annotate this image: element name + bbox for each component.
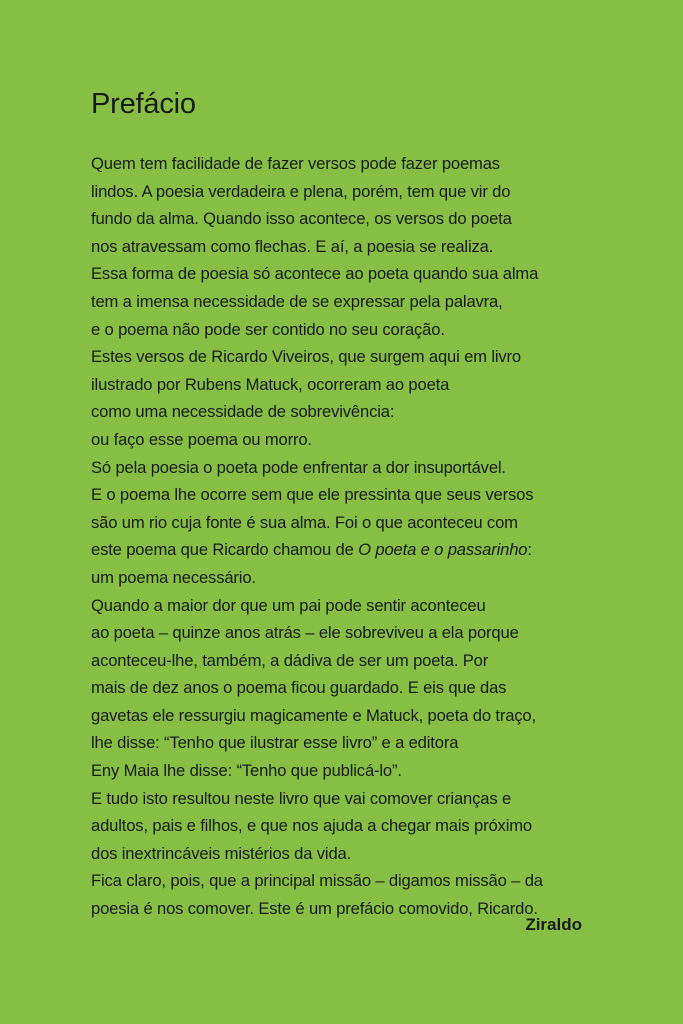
text-segment: nos atravessam como flechas. E aí, a poesia se realiza.	[91, 236, 494, 256]
text-segment: Essa forma de poesia só acontece ao poeta quando sua alma	[91, 264, 539, 284]
text-segment: Estes versos de Ricardo Viveiros, que surgem aqui em livro	[91, 347, 521, 367]
text-line	[91, 205, 583, 233]
text-segment: :	[527, 540, 532, 560]
text-line	[91, 178, 583, 206]
text-line	[91, 398, 583, 426]
text-segment: dos inextrincáveis mistérios da vida.	[91, 843, 352, 863]
text-line	[91, 812, 583, 840]
text-line	[91, 343, 583, 371]
text-line	[91, 867, 583, 895]
text-line	[91, 288, 583, 316]
text-segment: ilustrado por Rubens Matuck, ocorreram ao poeta	[91, 374, 450, 394]
text-segment: tem a imensa necessidade de se expressar pela palavra,	[91, 291, 503, 311]
text-line	[91, 316, 583, 344]
book-title-italic: O poeta e o passarinho	[358, 540, 528, 560]
text-line	[91, 647, 583, 675]
text-line	[91, 536, 583, 564]
text-line	[91, 233, 583, 261]
text-line	[91, 895, 583, 923]
text-segment: Fica claro, pois, que a principal missão – digamos missão – da	[91, 871, 543, 891]
text-line	[91, 454, 583, 482]
text-segment: Quem tem facilidade de fazer versos pode fazer poemas	[91, 154, 500, 173]
text-segment: poesia é nos comover. Este é um prefácio comovido, Ricardo.	[91, 899, 538, 919]
text-segment: como uma necessidade de sobrevivência:	[91, 402, 395, 422]
text-segment: gavetas ele ressurgiu magicamente e Matuck, poeta do traço,	[91, 705, 536, 725]
text-segment: ou faço esse poema ou morro.	[91, 429, 312, 449]
text-line	[91, 481, 583, 509]
text-segment: são um rio cuja fonte é sua alma. Foi o que aconteceu com	[91, 512, 518, 532]
preface-body	[91, 150, 583, 923]
text-line	[91, 150, 583, 178]
text-segment: mais de dez anos o poema ficou guardado. E eis que das	[91, 678, 507, 698]
text-segment: adultos, pais e filhos, e que nos ajuda a chegar mais próximo	[91, 816, 532, 836]
text-segment: este poema que Ricardo chamou de	[91, 540, 359, 560]
text-line	[91, 702, 583, 730]
text-line	[91, 426, 583, 454]
text-segment: e o poema não pode ser contido no seu coração.	[91, 319, 445, 339]
text-line	[91, 785, 583, 813]
text-line	[91, 564, 583, 592]
text-segment: um poema necessário.	[91, 567, 256, 587]
text-segment: lindos. A poesia verdadeira e plena, porém, tem que vir do	[91, 181, 511, 201]
text-line	[91, 674, 583, 702]
text-segment: ao poeta – quinze anos atrás – ele sobreviveu a ela porque	[91, 623, 519, 643]
text-segment: Eny Maia lhe disse: “Tenho que publicá-lo”.	[91, 761, 402, 781]
text-segment: E tudo isto resultou neste livro que vai comover crianças e	[91, 788, 512, 808]
text-line	[91, 509, 583, 537]
text-line	[91, 729, 583, 757]
text-segment: E o poema lhe ocorre sem que ele pressinta que seus versos	[91, 485, 534, 505]
text-line	[91, 371, 583, 399]
text-line	[91, 592, 583, 620]
page-title: Prefácio	[91, 88, 196, 120]
text-line	[91, 260, 583, 288]
text-line	[91, 840, 583, 868]
text-line	[91, 619, 583, 647]
text-segment: fundo da alma. Quando isso acontece, os versos do poeta	[91, 209, 512, 229]
text-segment: Só pela poesia o poeta pode enfrentar a dor insuportável.	[91, 457, 506, 477]
text-segment: lhe disse: “Tenho que ilustrar esse livro” e a editora	[91, 733, 459, 753]
text-line	[91, 757, 583, 785]
text-segment: aconteceu-lhe, também, a dádiva de ser um poeta. Por	[91, 650, 489, 670]
text-segment: Quando a maior dor que um pai pode sentir aconteceu	[91, 595, 486, 615]
author-signature: Ziraldo	[525, 915, 582, 934]
